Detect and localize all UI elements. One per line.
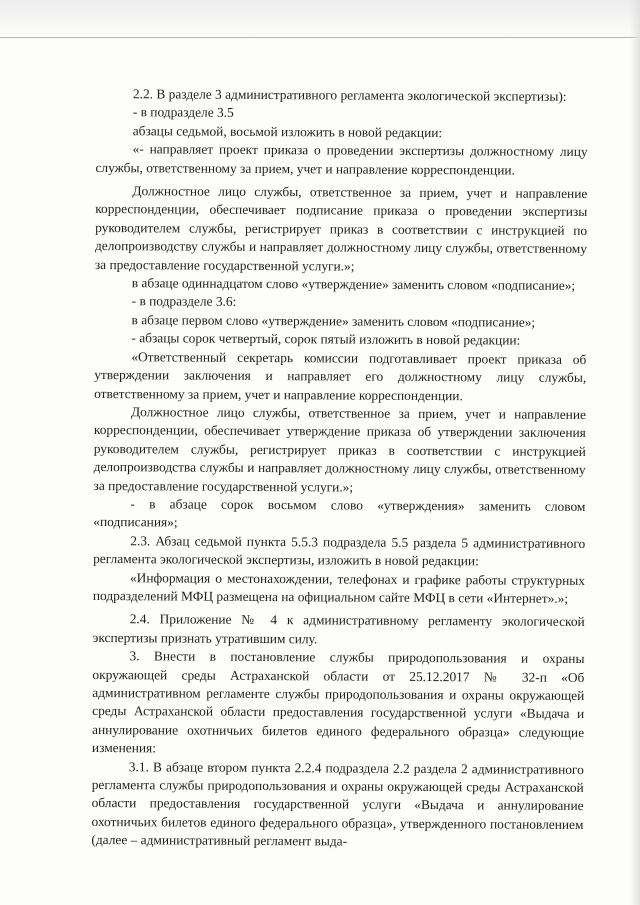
paragraph-abzats-48: - в абзаце сорок восьмом слово «утверждения» заменить словом «подписания»; [93, 496, 586, 530]
scan-top-line [0, 37, 640, 38]
scan-top-shadow [0, 0, 640, 40]
paragraph-3-1: 3.1. В абзаце втором пункта 2.2.4 подраздела 2.2 раздела 2 административного регламента службы природопользования и охраны окружающей среды Астраханской области предоставления государственной услуги «Выдача и аннулирование охотничьих билетов единого федерального образца», утвержденного постановлением (далее – административный регламент выда- [91, 758, 584, 849]
paragraph-3: 3. Внести в постановление службы природопользования и охраны окружающей среды Астраханской области от 25.12.2017 № 32-п «Об административном регламенте службы природопользования и охраны окружающей среды Астраханской области предоставления государственной услуги «Выдача и аннулирование охотничьих билетов единого федерального образца» следующие изменения: [91, 648, 585, 756]
document-body [91, 85, 588, 853]
paragraph-abzatsy-44-45: - абзацы сорок четвертый, сорок пятый изложить в новой редакции: [131, 330, 521, 348]
paragraph-quote-informatsiya: «Информация о местонахождении, телефонах и графике работы структурных подразделений МФЦ размещена на официальном сайте МФЦ в сети «Интернет».»; [92, 569, 586, 606]
scan-right-shadow [630, 0, 640, 905]
subsection-3-5-line: - в подразделе 3.5 [132, 104, 234, 121]
paragraph-2-2: 2.2. В разделе 3 административного регламента экологической экспертизы): [132, 86, 567, 104]
paragraph-2-3: 2.3. Абзац седьмой пункта 5.5.3 подраздела 5.5 раздела 5 административного регламента экологической экспертизы, изложить в новой редакции: [93, 532, 586, 569]
paragraph-quote-sekretar: «Ответственный секретарь комиссии подготавливает проект приказа об утверждении заключения и направляет его должностному лицу службы, ответственному за прием, учет и направление корреспонденции. [94, 348, 587, 403]
paragraph-dolzhnostnoe-litso-2: Должностное лицо службы, ответственное за прием, учет и направление корреспонденции, обеспечивает утверждение приказа об утверждении заключения руководителем службы, регистрирует приказ в соответствии с инструкцией делопроизводства службы и направляет должностному лицу службы, ответственному за предоставление государственной услуги.»; [93, 404, 587, 495]
paragraph-abzats-1: в абзаце первом слово «утверждение» заменить словом «подписание»; [131, 312, 536, 330]
subsection-3-6-line: - в подразделе 3.6: [131, 293, 237, 310]
paragraph-quote-napravlyaet: «- направляет проект приказа о проведении экспертизы должностному лицу службы, ответственному за прием, учет и направление корреспонденции. [95, 141, 588, 178]
paragraph-abzats-11: в абзаце одиннадцатом слово «утверждение» заменить словом «подписание»; [131, 275, 576, 293]
paragraph-dolzhnostnoe-litso-1: Должностное лицо службы, ответственное за прием, учет и направление корреспонденции, обеспечивает подписание приказа о проведении экспертизы руководителем службы, регистрирует приказ в соответствии с инструкцией по делопроизводству службы и направляет должностному лицу службы, ответственному за предоставление государственной услуги.»; [94, 183, 588, 274]
paragraph-abzatsy-7-8: абзацы седьмой, восьмой изложить в новой редакции: [132, 123, 443, 140]
paragraph-2-4: 2.4. Приложение № 4 к административному регламенту экологической экспертизы признать утратившим силу. [92, 611, 585, 647]
